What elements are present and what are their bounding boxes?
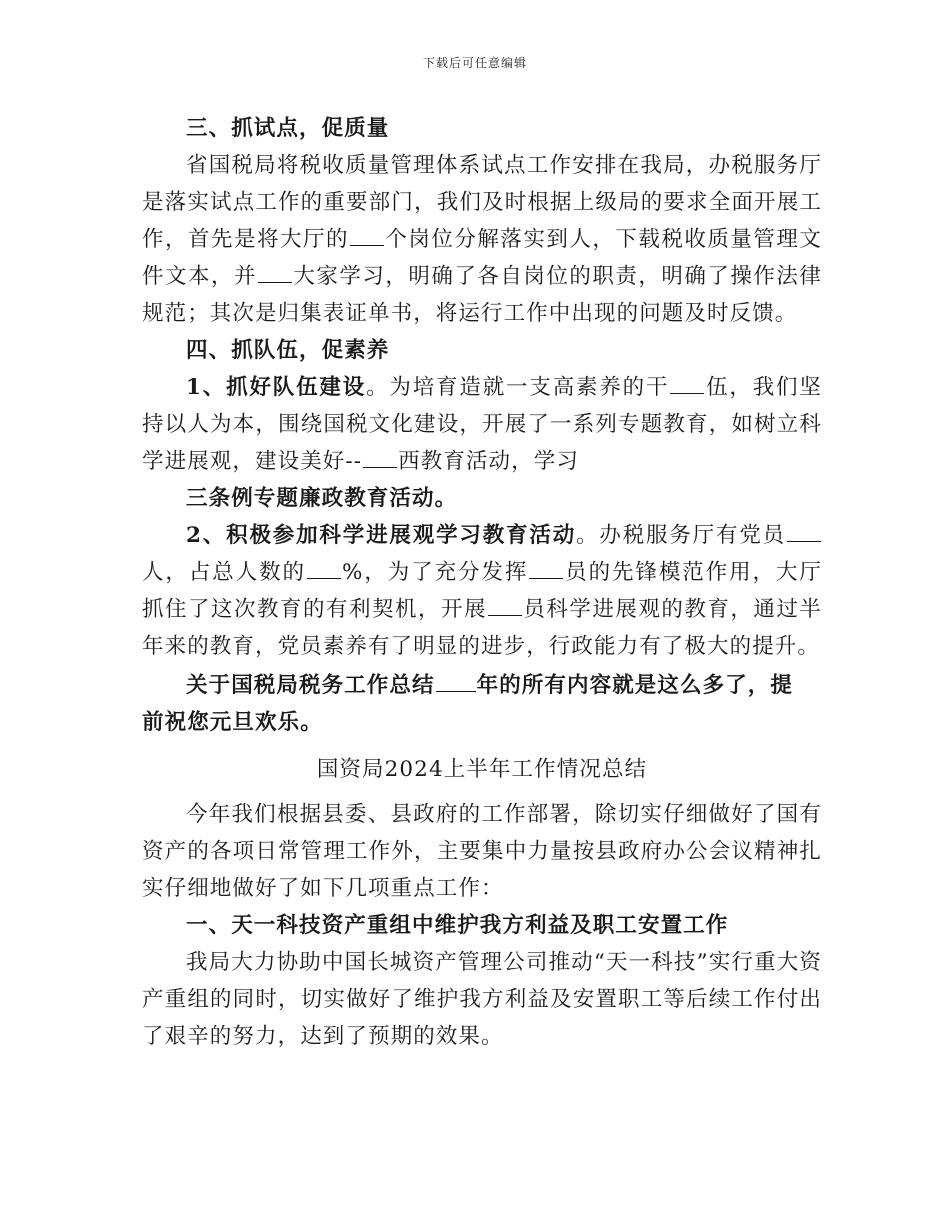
page-header: 下载后可任意编辑 <box>422 56 527 70</box>
item-1-lead: 1、抓好队伍建设 <box>186 375 367 400</box>
item-2-lead: 2、积极参加科学进展观学习教育活动 <box>186 523 577 548</box>
text-run: 年的所有内容就是这么多了，提前祝您元旦欢乐。 <box>142 673 794 735</box>
text-run: 。办税服务厅有党员 <box>576 523 786 548</box>
section-4-heading: 四、抓队伍，促素养 <box>186 338 390 363</box>
text-run: 西教育活动，学习 <box>398 449 579 474</box>
blank-line <box>529 577 563 579</box>
document-2-section-1-paragraph: 我局大力协助中国长城资产管理公司推动“天一科技”实行重大资产重组的同时，切实做好了维护我方利益及安置职工等后续工作付出了艰辛的努力，达到了预期的效果。 <box>142 950 822 1049</box>
blank-line <box>350 244 384 246</box>
blank-line <box>307 577 341 579</box>
text-run: 员科学进展观的教育，通过半年来的教育，党员素养有了明显的进步，行政能力有了极大的提升。 <box>142 597 822 659</box>
section-3-paragraph <box>142 147 822 332</box>
document-2-intro: 今年我们根据县委、县政府的工作部署，除切实仔细做好了国有资产的各项日常管理工作外，主要集中力量按县政府办公会议精神扎实仔细地做好了如下几项重点工作： <box>142 802 822 901</box>
blank-line <box>670 392 704 394</box>
blank-line <box>787 540 821 542</box>
text-run: 大家学习，明确了各自岗位的职责，明确了操作法律规范；其次是归集表证单书，将运行工作中出现的问题及时反馈。 <box>142 264 822 326</box>
text-run: 人，占总人数的 <box>142 560 306 585</box>
section-4-item-1-continued: 三条例专题廉政教育活动。 <box>186 486 458 511</box>
text-run: %，为了充分发挥 <box>341 560 529 585</box>
text-run: 个岗位分解落实到人，下载税收质量管理文件文本，并 <box>142 227 822 289</box>
text-run: 关于国税局税务工作总结 <box>186 673 435 698</box>
blank-line <box>363 466 397 468</box>
blank-line <box>436 690 476 692</box>
blank-line <box>258 281 292 283</box>
text-run: 。为培育造就一支高素养的干 <box>366 375 670 400</box>
text-run: 员的先锋模范作用，大厅抓住了这次教育的有利契机，开展 <box>142 560 823 622</box>
blank-line <box>488 614 522 616</box>
section-4-item-2 <box>142 517 822 665</box>
closing-note <box>142 667 822 741</box>
document-2-title: 国资局2024上半年工作情况总结 <box>316 757 648 782</box>
section-3-heading: 三、抓试点，促质量 <box>186 116 390 141</box>
document-body <box>142 110 822 1055</box>
text-run: 省国税局将税收质量管理体系试点工作安排在我局，办税服务厅是落实试点工作的重要部门，我们及时根据上级局的要求全面开展工作，首先是将大厅的 <box>142 153 822 252</box>
section-4-item-1 <box>142 369 822 480</box>
document-2-section-1-heading: 一、天一科技资产重组中维护我方利益及职工安置工作 <box>186 913 729 938</box>
text-run: 伍，我们坚持以人为本，围绕国税文化建设，开展了一系列专题教育，如树立科学进展观，建设美好-- <box>142 375 822 474</box>
